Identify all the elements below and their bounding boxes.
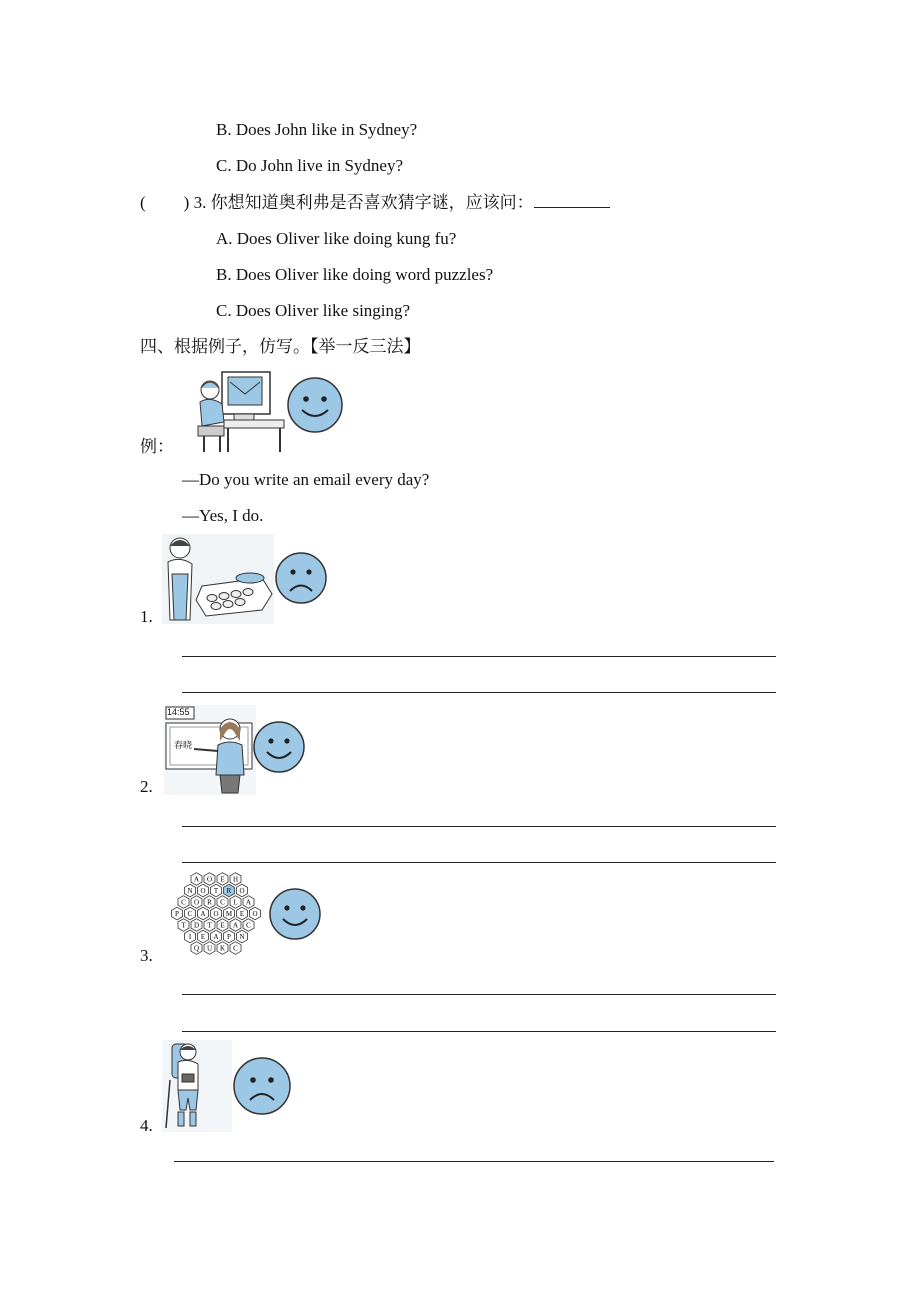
example-label: 例： — [140, 437, 174, 456]
puzzle-letter: E — [220, 921, 225, 930]
example-answer: —Yes, I do. — [182, 506, 264, 525]
puzzle-letter: E — [239, 910, 245, 919]
answer-paren-close: ) — [183, 193, 190, 212]
puzzle-letter: O — [193, 898, 200, 907]
q2-option-c: C. Do John live in Sydney? — [216, 156, 403, 175]
puzzle-letter: O — [200, 887, 206, 896]
puzzle-letter: P — [227, 933, 231, 942]
hiking-illustration — [162, 1040, 232, 1132]
puzzle-letter: Q — [193, 944, 200, 953]
clock-display: 14:55 — [167, 707, 190, 717]
puzzle-letter: A — [213, 933, 219, 942]
puzzle-letter: A — [200, 910, 206, 919]
puzzle-letter: C — [220, 898, 225, 907]
happy-face-icon — [286, 376, 344, 434]
item-number: 4. — [140, 1116, 153, 1135]
answer-line[interactable] — [174, 1161, 774, 1162]
q3-option-b: B. Does Oliver like doing word puzzles? — [216, 265, 494, 284]
puzzle-letter: A — [245, 898, 252, 907]
puzzle-letter: C — [246, 921, 251, 930]
item-number: 3. — [140, 946, 153, 965]
word-puzzle-illustration — [164, 872, 268, 962]
puzzle-letter: A — [193, 875, 200, 884]
puzzle-letter: U — [206, 944, 213, 953]
answer-line[interactable] — [182, 862, 776, 863]
puzzle-letter: A — [232, 921, 239, 930]
q3-option-a: A. Does Oliver like doing kung fu? — [216, 229, 457, 248]
puzzle-letter: R — [226, 887, 232, 896]
puzzle-letter: C — [233, 944, 238, 953]
puzzle-letter: C — [187, 910, 193, 919]
answer-line[interactable] — [182, 692, 776, 693]
answer-line[interactable] — [182, 1031, 776, 1032]
cooking-illustration — [162, 534, 274, 624]
answer-line[interactable] — [182, 994, 776, 995]
question-number: 3. — [193, 193, 207, 212]
answer-line[interactable] — [182, 656, 776, 657]
puzzle-letter: I — [188, 933, 192, 942]
example-question: —Do you write an email every day? — [182, 470, 430, 489]
puzzle-letter: N — [187, 887, 193, 896]
puzzle-letter: T — [207, 921, 212, 930]
board-text: 春晓 — [174, 741, 193, 751]
sad-face-icon — [232, 1056, 292, 1116]
happy-face-icon — [268, 887, 322, 941]
example-computer-illustration — [192, 368, 292, 454]
answer-paren-open: ( — [140, 193, 146, 212]
puzzle-letter: L — [233, 898, 238, 907]
puzzle-letter: D — [193, 921, 200, 930]
sad-face-icon — [274, 551, 328, 605]
happy-face-icon — [252, 720, 306, 774]
item-number: 1. — [140, 607, 153, 626]
puzzle-letter: N — [239, 933, 245, 942]
q2-option-b: B. Does John like in Sydney? — [216, 120, 418, 139]
answer-blank[interactable] — [534, 193, 610, 208]
puzzle-letter: K — [219, 944, 226, 953]
puzzle-letter: O — [213, 910, 219, 919]
q3-option-c: C. Does Oliver like singing? — [216, 301, 411, 320]
puzzle-letter: O — [206, 875, 213, 884]
puzzle-letter: P — [175, 910, 179, 919]
puzzle-letter: C — [181, 898, 186, 907]
puzzle-letter: R — [207, 898, 212, 907]
q3-row — [140, 193, 610, 213]
puzzle-letter: H — [232, 875, 239, 884]
puzzle-letter: O — [239, 887, 245, 896]
puzzle-letter: T — [181, 921, 186, 930]
puzzle-letter: M — [225, 910, 233, 919]
puzzle-letter: E — [200, 933, 206, 942]
puzzle-letter: E — [220, 875, 225, 884]
question-prompt: 你想知道奥利弗是否喜欢猜字谜，应该问： — [210, 193, 534, 212]
item-number: 2. — [140, 777, 153, 796]
section-title: 四、根据例子，仿写。【举一反三法】 — [140, 337, 421, 356]
puzzle-letter: O — [252, 910, 258, 919]
answer-line[interactable] — [182, 826, 776, 827]
puzzle-letter: T — [213, 887, 219, 896]
